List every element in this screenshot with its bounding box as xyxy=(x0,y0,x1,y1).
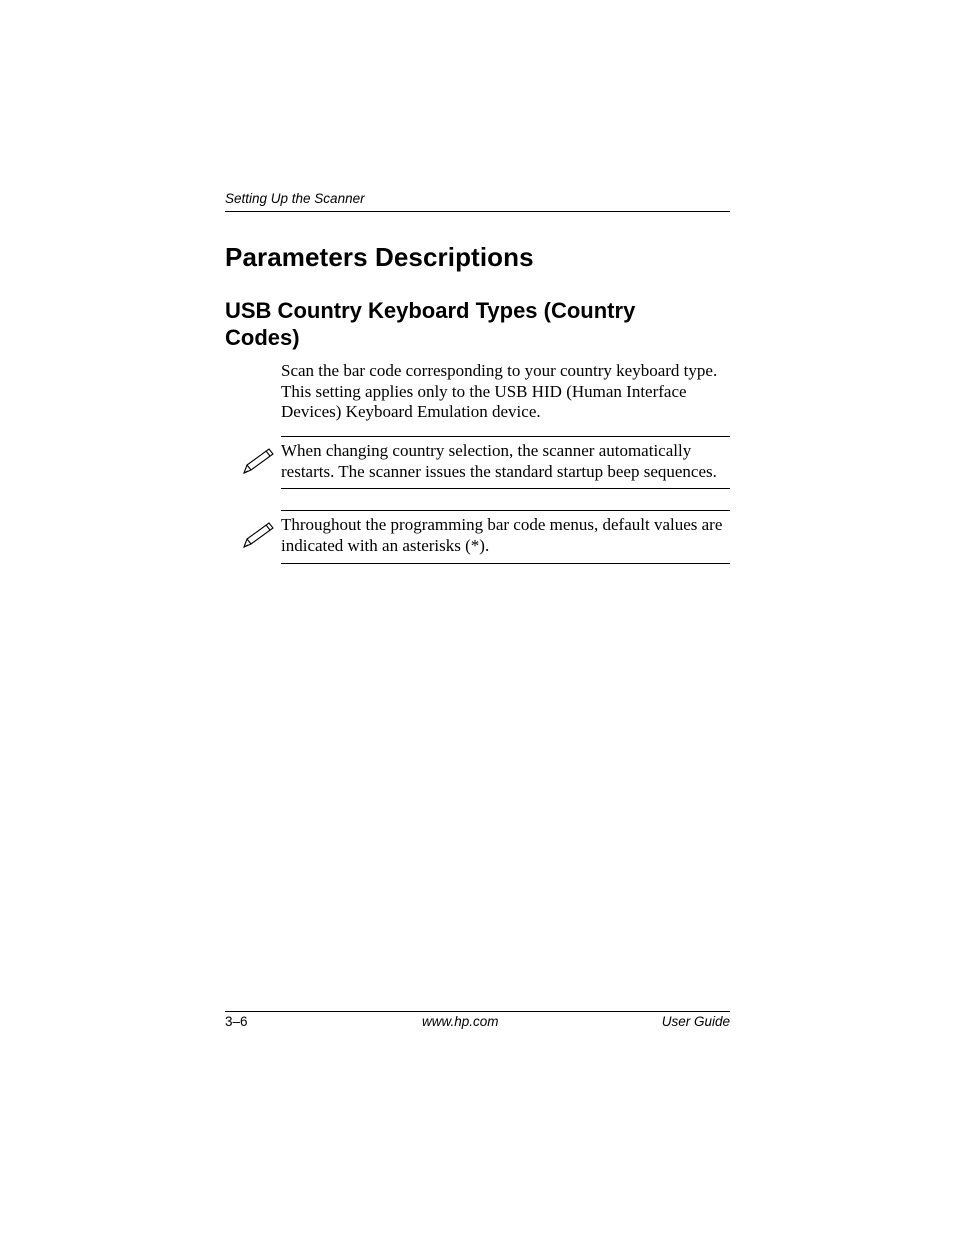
note-text: When changing country selection, the scanner automatically restarts. The scanner issues the standard startup beep sequences. xyxy=(281,441,717,481)
note-bottom-rule xyxy=(281,488,730,489)
header-divider xyxy=(225,211,730,212)
running-header-title: Setting Up the Scanner xyxy=(225,191,365,206)
pencil-note-icon xyxy=(242,446,276,476)
footer-website: www.hp.com xyxy=(422,1014,499,1029)
pencil-note-icon xyxy=(242,520,276,550)
page-title: Parameters Descriptions xyxy=(225,242,534,272)
footer-divider xyxy=(225,1011,730,1012)
note-top-rule xyxy=(281,436,730,437)
section-subtitle: USB Country Keyboard Types (Country Codes) xyxy=(225,298,636,350)
footer-doc-title: User Guide xyxy=(661,1014,730,1029)
note-text: Throughout the programming bar code menus, default values are indicated with an asterisks (*). xyxy=(281,515,723,555)
body-paragraph: Scan the bar code corresponding to your country keyboard type. This setting applies only to the USB HID (Human Interface Devices) Keyboard Emulation device. xyxy=(281,361,718,421)
page-number: 3–6 xyxy=(225,1014,248,1029)
note-top-rule xyxy=(281,510,730,511)
note-bottom-rule xyxy=(281,563,730,564)
